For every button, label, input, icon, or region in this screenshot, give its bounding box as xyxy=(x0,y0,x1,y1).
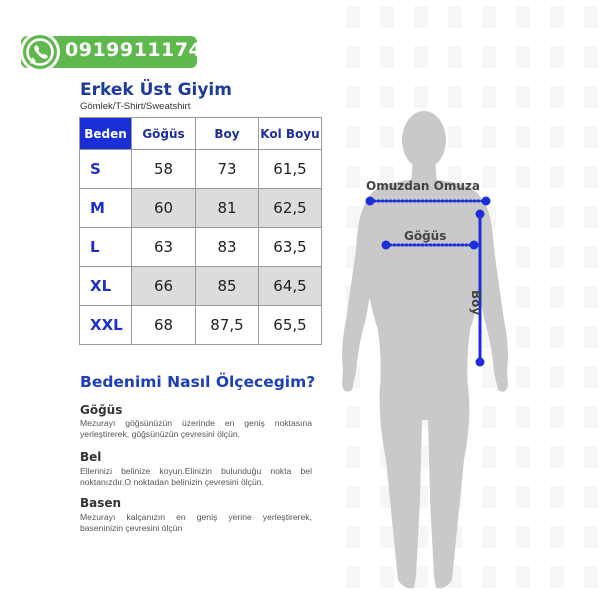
table-row xyxy=(80,189,322,228)
gogus-value: 63 xyxy=(132,228,196,267)
header-kol-boyu: Kol Boyu xyxy=(259,118,322,150)
phone-number[interactable]: 09199111749 xyxy=(65,39,216,61)
kol-value: 64,5 xyxy=(259,267,322,306)
page-subtitle: Gömlek/T-Shirt/Sweatshirt xyxy=(80,101,191,112)
size-label: XL xyxy=(80,267,132,306)
length-label: Boy xyxy=(469,290,483,316)
boy-value: 87,5 xyxy=(196,306,259,345)
gogus-value: 58 xyxy=(132,150,196,189)
table-row xyxy=(80,150,322,189)
body-silhouette-figure xyxy=(300,100,550,600)
table-row xyxy=(80,267,322,306)
section-text-gogus: Mezurayı göğsünüzün üzerinde en geniş noktasına yerleştirerek, göğsünüzün çevresini ölçün. xyxy=(80,418,312,439)
table-row xyxy=(80,306,322,345)
boy-value: 85 xyxy=(196,267,259,306)
shoulder-label: Omuzdan Omuza xyxy=(366,179,480,193)
table-header-row xyxy=(80,118,322,150)
whatsapp-icon xyxy=(19,31,61,73)
kol-value: 63,5 xyxy=(259,228,322,267)
page-title: Erkek Üst Giyim xyxy=(80,80,232,100)
whatsapp-contact-badge[interactable] xyxy=(21,36,216,68)
table-row xyxy=(80,228,322,267)
kol-value: 65,5 xyxy=(259,306,322,345)
section-heading-bel: Bel xyxy=(80,450,102,464)
kol-value: 62,5 xyxy=(259,189,322,228)
howto-heading: Bedenimi Nasıl Ölçecegim? xyxy=(80,373,316,391)
boy-value: 83 xyxy=(196,228,259,267)
size-label: L xyxy=(80,228,132,267)
size-table xyxy=(79,117,322,345)
size-label: M xyxy=(80,189,132,228)
size-label: S xyxy=(80,150,132,189)
gogus-value: 66 xyxy=(132,267,196,306)
gogus-value: 60 xyxy=(132,189,196,228)
header-beden: Beden xyxy=(80,118,132,150)
chest-label: Göğüs xyxy=(404,229,447,243)
gogus-value: 68 xyxy=(132,306,196,345)
boy-value: 73 xyxy=(196,150,259,189)
boy-value: 81 xyxy=(196,189,259,228)
section-heading-basen: Basen xyxy=(80,496,122,510)
section-heading-gogus: Göğüs xyxy=(80,403,123,417)
kol-value: 61,5 xyxy=(259,150,322,189)
size-label: XXL xyxy=(80,306,132,345)
header-gogus: Göğüs xyxy=(132,118,196,150)
section-text-basen: Mezurayı kalçanızın en geniş yerine yerleştirerek, baseninizin çevresini ölçün xyxy=(80,512,312,533)
header-boy: Boy xyxy=(196,118,259,150)
section-text-bel: Ellerinizi belinize koyun.Elinizin bulunduğu nokta bel noktanızdır.O noktadan belinizin çevresini ölçün. xyxy=(80,466,312,487)
